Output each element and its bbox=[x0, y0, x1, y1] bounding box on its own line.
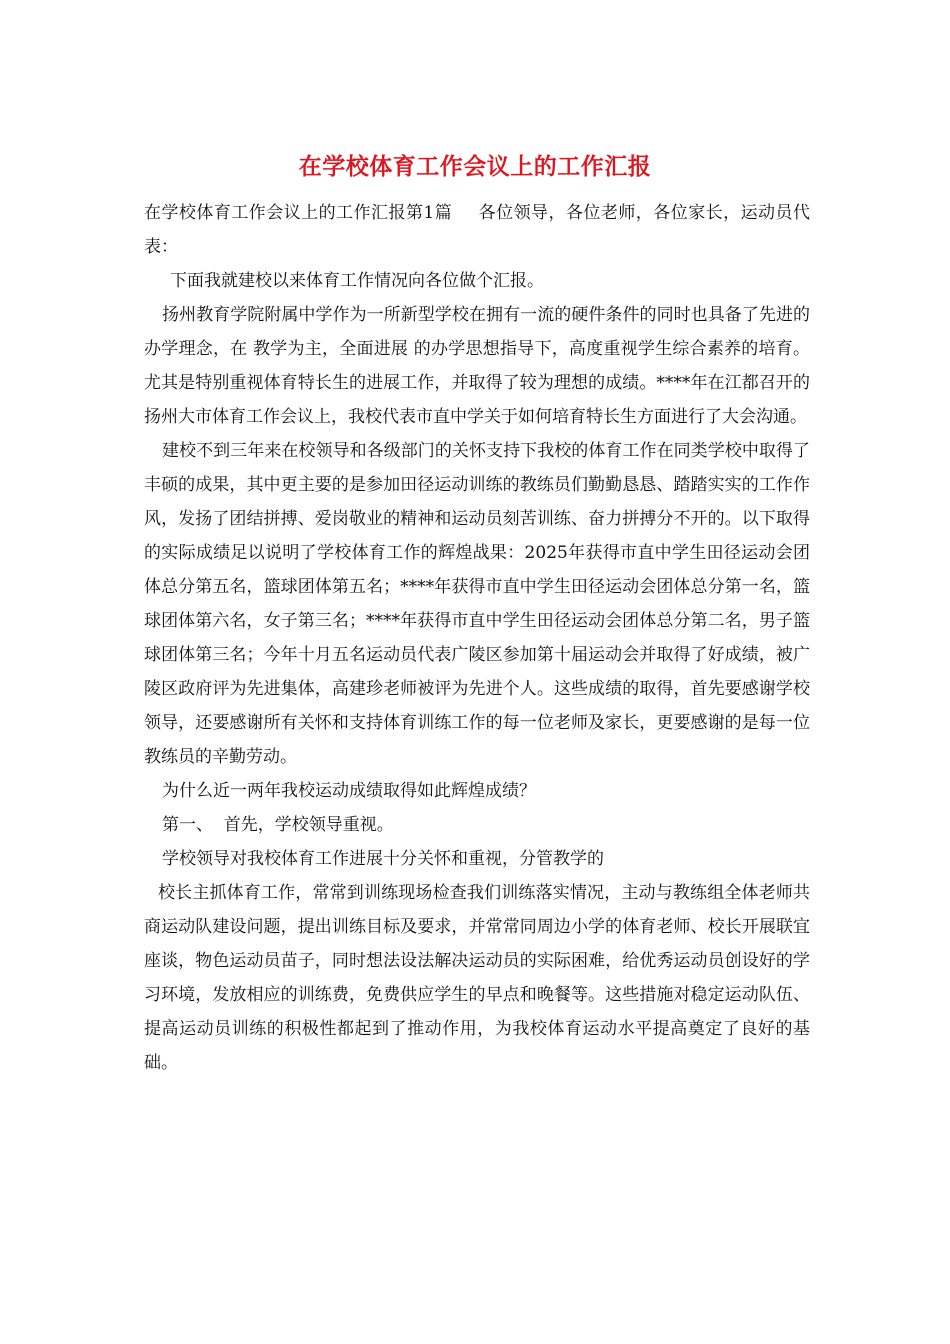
paragraph-5: 第一、 首先，学校领导重视。 bbox=[162, 815, 394, 835]
document-body bbox=[144, 196, 810, 1080]
paragraph-1: 下面我就建校以来体育工作情况向各位做个汇报。 bbox=[170, 271, 544, 291]
intro-paragraph bbox=[144, 196, 810, 264]
paragraph-4: 为什么近一两年我校运动成绩取得如此辉煌成绩？ bbox=[162, 781, 536, 801]
paragraph-7: 校长主抓体育工作，常常到训练现场检查我们训练落实情况，主动与教练组全体老师共商运动队建设问题，提出训练目标及要求，并常常同周边小学的体育老师、校长开展联宜座谈，物色运动员苗子，同时想法设法解决运动员的实际困难，给优秀运动员创设好的学习环境，发放相应的训练费，免费供应学生的早点和晚餐等。这些措施对稳定运动队伍、提高运动员训练的积极性都起到了推动作用，为我校体育运动水平提高奠定了良好的基础。 bbox=[144, 883, 810, 1073]
document-title: 在学校体育工作会议上的工作汇报 bbox=[298, 153, 652, 180]
paragraph-2: 扬州教育学院附属中学作为一所新型学校在拥有一流的硬件条件的同时也具备了先进的办学理念，在 教学为主，全面进展 的办学思想指导下，高度重视学生综合素养的培育。尤其是特别重视体育特长生的进展工作，并取得了较为理想的成绩。****年在江都召开的扬州大市体育工作会议上，我校代表市直中学关于如何培育特长生方面进行了大会沟通。 bbox=[144, 305, 810, 427]
paragraph-3: 建校不到三年来在校领导和各级部门的关怀支持下我校的体育工作在同类学校中取得了丰硕的成果，其中更主要的是参加田径运动训练的教练员们勤勤恳恳、踏踏实实的工作作风，发扬了团结拼搏、爱岗敬业的精神和运动员刻苦训练、奋力拼搏分不开的。以下取得的实际成绩足以说明了学校体育工作的辉煌战果：2025年获得市直中学生田径运动会团体总分第五名，篮球团体第五名；****年获得市直中学生田径运动会团体总分第一名，篮球团体第六名，女子第三名；****年获得市直中学生田径运动会团体总分第二名，男子篮球团体第三名；今年十月五名运动员代表广陵区参加第十届运动会并取得了好成绩，被广陵区政府评为先进集体，高建珍老师被评为先进个人。这些成绩的取得，首先要感谢学校领导，还要感谢所有关怀和支持体育训练工作的每一位老师及家长，更要感谢的是每一位教练员的辛勤劳动。 bbox=[144, 441, 810, 767]
salutation: 各位领导，各位老师，各位家长，运动员代表： bbox=[144, 203, 810, 257]
paragraph-6: 学校领导对我校体育工作进展十分关怀和重视，分管教学的 bbox=[162, 849, 604, 869]
intro-heading: 在学校体育工作会议上的工作汇报第1篇 bbox=[144, 203, 453, 223]
